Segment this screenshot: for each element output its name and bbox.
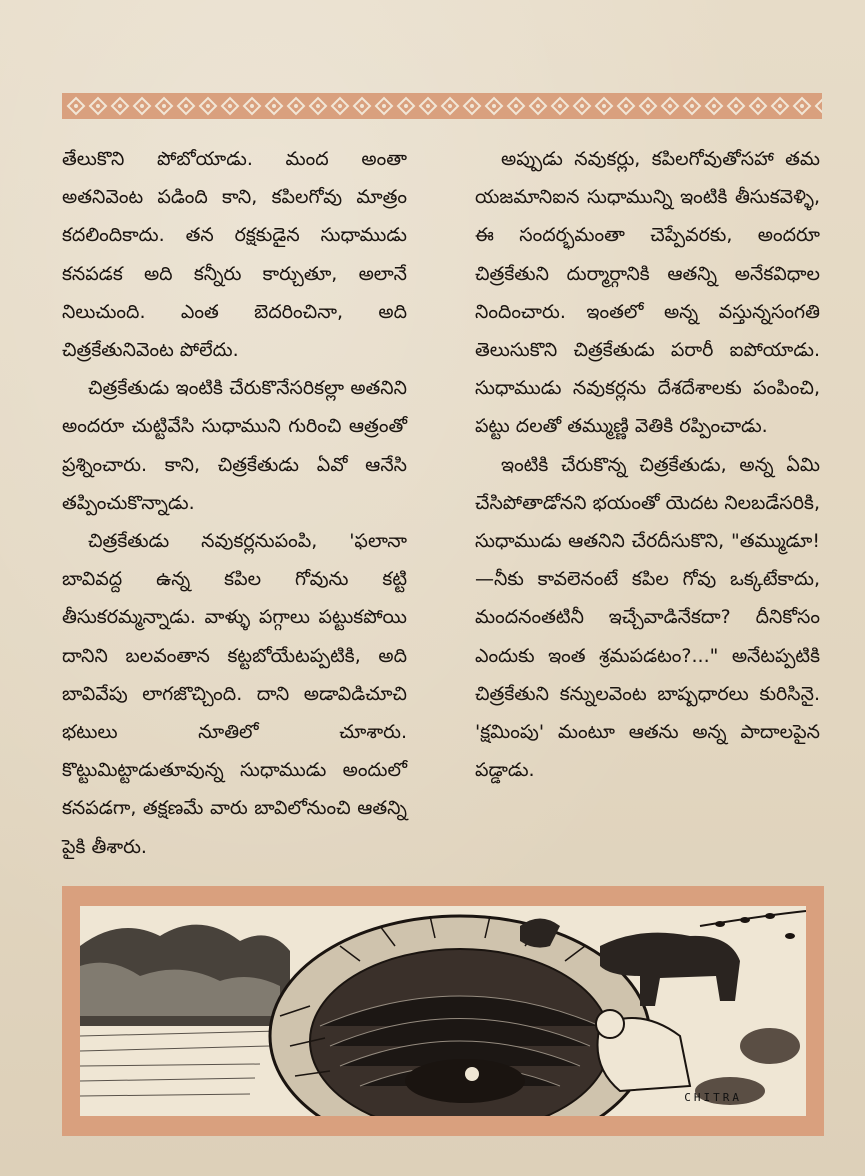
border-dot — [712, 104, 716, 108]
border-dot — [514, 104, 518, 108]
border-dot — [140, 104, 144, 108]
border-dot — [250, 104, 254, 108]
paragraph: అప్పుడు నవుకర్లు, కపిలగోవుతోసహా తమ యజమానిఐన సుధామున్ని ఇంటికి తీసుకవెళ్ళి, ఈ సందర్భమంతా చెప్పేవరకు, అందరూ చిత్రకేతుని దుర్మార్గానికి ఆతన్ని అనేకవిధాల నిందించారు. ఇంతలో అన్న వస్తున్నసంగతి తెలుసుకొని చిత్రకేతుడు పరారీ ఐపోయాడు. సుధాముడు నవుకర్లను దేశదేశాలకు పంపించి, పట్టు దలతో తమ్ముణ్ణి వెతికి రప్పించాడు. — [475, 148, 820, 438]
border-dot — [74, 104, 78, 108]
border-dot — [118, 104, 122, 108]
artist-signature: CHITRA — [684, 1091, 742, 1104]
paragraph: ఇంటికి చేరుకొన్న చిత్రకేతుడు, అన్న ఏమి చేసిపోతాడోనని భయంతో యెదట నిలబడేసరికి, సుధాముడు ఆతనిని చేరదీసుకొని, "తమ్ముడూ!—నీకు కావలెనంటే కపిల గోవు ఒక్కటేకాదు, మందనంతటినీ ఇచ్చేవాడినేకదా? దీనికోసం ఎందుకు ఇంత శ్రమపడటం?..." అనేటప్పటికి చిత్రకేతుని కన్నులవెంట బాష్పధారలు కురిసినై. 'క్షమింపు' మంటూ ఆతను అన్న పాదాలపైన పడ్డాడు. — [475, 453, 820, 782]
border-dot — [360, 104, 364, 108]
border-dot — [294, 104, 298, 108]
border-dot — [470, 104, 474, 108]
border-pattern-icon — [62, 93, 822, 119]
border-dot — [756, 104, 760, 108]
border-dot — [228, 104, 232, 108]
border-dot — [602, 104, 606, 108]
border-dot — [778, 104, 782, 108]
border-dot — [536, 104, 540, 108]
left-column — [62, 140, 407, 866]
border-dot — [800, 104, 804, 108]
border-dot — [162, 104, 166, 108]
border-dot — [404, 104, 408, 108]
border-dot — [580, 104, 584, 108]
paragraph: చిత్రకేతుడు ఇంటికి చేరుకొనేసరికల్లా అతనిని అందరూ చుట్టివేసి సుధాముని గురించి ఆత్రంతో ప్రశ్నించారు. కాని, చిత్రకేతుడు ఏవో ఆనేసి తప్పించుకొన్నాడు. — [62, 377, 407, 514]
right-column — [475, 140, 820, 789]
border-dot — [646, 104, 650, 108]
paragraph: చిత్రకేతుడు నవుకర్లనుపంపి, 'ఫలానా బావివద్ద ఉన్న కపిల గోవును కట్టి తీసుకరమ్మన్నాడు. వాళ్ళు పగ్గాలు పట్టుకపోయి దానిని బలవంతాన కట్టబోయేటప్పటికి, అది బావివేపు లాగజొచ్చింది. దాని అడావిడిచూచి భటులు నూతిలో చూశారు. కొట్టుమిట్టాడుతూవున్న సుధాముడు అందులో కనపడగా, తక్షణమే వారు బావిలోనుంచి ఆతన్ని పైకి తీశారు. — [62, 530, 407, 858]
border-dot — [316, 104, 320, 108]
illustration-frame — [62, 886, 824, 1136]
border-dot — [338, 104, 342, 108]
border-dot — [272, 104, 276, 108]
border-dot — [426, 104, 430, 108]
decorative-border — [62, 93, 822, 119]
border-dot — [558, 104, 562, 108]
border-dot — [382, 104, 386, 108]
well-scene-illustration-icon — [80, 906, 806, 1116]
paragraph: తేలుకొని పోబోయాడు. మంద అంతా అతనివెంట పడింది కాని, కపిలగోవు మాత్రం కదలిందికాదు. తన రక్షకుడైన సుధాముడు కనపడక అది కన్నీరు కార్చుతూ, అలానే నిలుచుంది. ఎంత బెదరించినా, అది చిత్రకేతునివెంట పోలేదు. — [62, 148, 407, 362]
border-dot — [668, 104, 672, 108]
border-dot — [184, 104, 188, 108]
border-dot — [624, 104, 628, 108]
border-dot — [734, 104, 738, 108]
border-dot — [206, 104, 210, 108]
border-dot — [96, 104, 100, 108]
illustration — [80, 906, 806, 1116]
border-dot — [492, 104, 496, 108]
border-dot — [448, 104, 452, 108]
border-dot — [690, 104, 694, 108]
